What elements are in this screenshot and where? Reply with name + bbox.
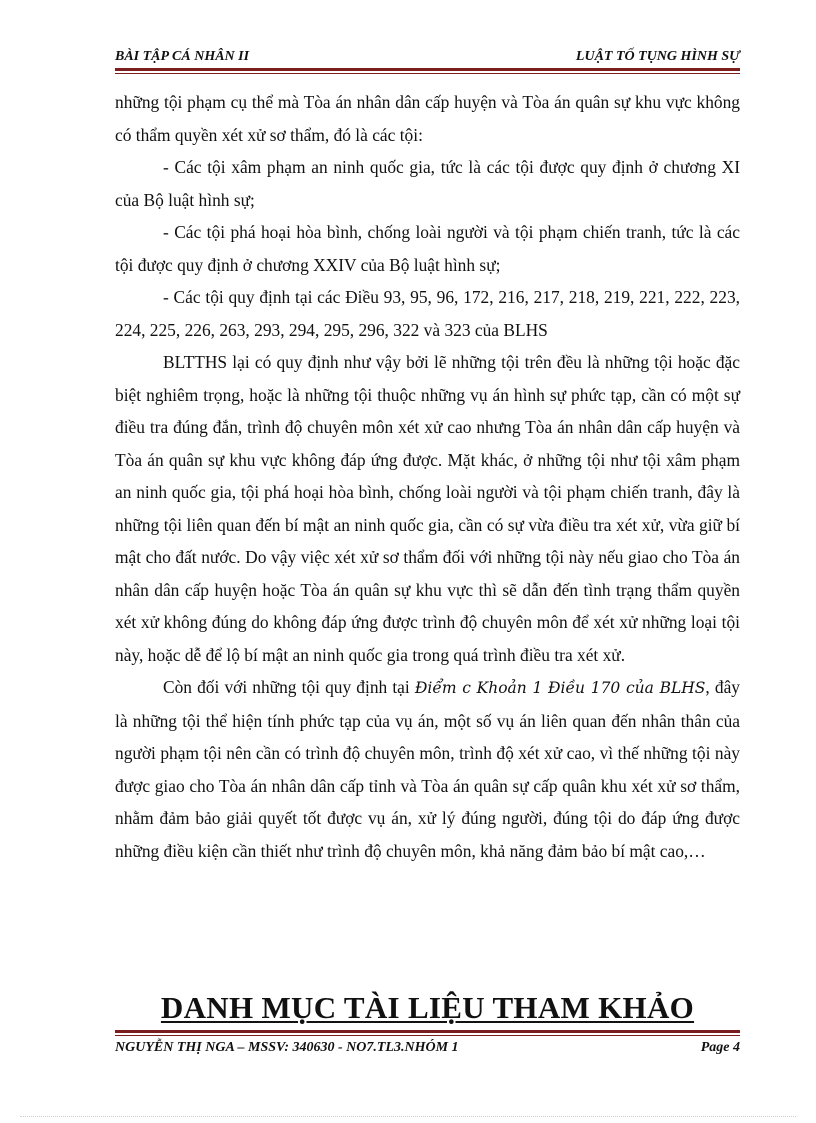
- header-rule-thin: [115, 73, 740, 74]
- paragraph-1: những tội phạm cụ thể mà Tòa án nhân dân cấp huyện và Tòa án quân sự khu vực không có thẩm quyền xét xử sơ thẩm, đó là các tội:: [115, 92, 740, 145]
- page-bottom-dotted-line: [20, 1116, 796, 1117]
- section-title: DANH MỤC TÀI LIỆU THAM KHẢO: [160, 990, 695, 1025]
- page-footer: [115, 1040, 740, 1062]
- paragraph-5: BLTTHS lại có quy định như vậy bởi lẽ những tội trên đều là những tội hoặc đặc biệt nghiêm trọng, hoặc là những tội thuộc những vụ án hình sự phức tạp, cần có một sự điều tra đúng đắn, trình độ chuyên môn xét xử cao nhưng Tòa án nhân dân cấp huyện và Tòa án quân sự khu vực không đáp ứng được. Mặt khác, ở những tội như tội xâm phạm an ninh quốc gia, tội phá hoại hòa bình, chống loài người và tội phạm chiến tranh, đây là những tội liên quan đến bí mật an ninh quốc gia, cần có sự vừa điều tra xét xử, vừa giữ bí mật cho đất nước. Do vậy việc xét xử sơ thẩm đối với những tội này nếu giao cho Tòa án nhân dân cấp huyện hoặc Tòa án quân sự khu vực thì sẽ dẫn đến tình trạng thẩm quyền xét xử không đúng do không đáp ứng được trình độ chuyên môn để xét xử những loại tội này, hoặc dễ để lộ bí mật an ninh quốc gia trong quá trình điều tra xét xử.: [115, 352, 740, 665]
- page-header: [115, 46, 740, 70]
- header-right-title: LUẬT TỐ TỤNG HÌNH SỰ: [575, 49, 740, 64]
- paragraph-4: - Các tội quy định tại các Điều 93, 95, 96, 172, 216, 217, 218, 219, 221, 222, 223, 224, 225, 226, 263, 293, 294, 295, 296, 322 và 323 của BLHS: [115, 287, 740, 340]
- paragraph-6-rest: , đây là những tội thể hiện tính phức tạp của vụ án, một số vụ án liên quan đến nhân thân của người phạm tội nên cần có trình độ chuyên môn, trình độ xét xử cao, vì thế những tội này được giao cho Tòa án nhân dân cấp tỉnh và Tòa án quân sự cấp quân khu xét xử sơ thẩm, nhằm đảm bảo giải quyết tốt được vụ án, xử lý đúng người, đúng tội do đáp ứng được những điều kiện cần thiết như trình độ chuyên môn, khả năng đảm bảo bí mật cao,…: [115, 677, 740, 861]
- header-left-title: BÀI TẬP CÁ NHÂN II: [115, 49, 250, 64]
- legal-reference: Điểm c Khoản 1 Điều 170 của BLHS: [414, 679, 706, 697]
- footer-rule-thick: [115, 1030, 740, 1033]
- footer-author: NGUYỄN THỊ NGA – MSSV: 340630 - NO7.TL3.NHÓM 1: [115, 1040, 459, 1055]
- paragraph-3: - Các tội phá hoại hòa bình, chống loài người và tội phạm chiến tranh, tức là các tội được quy định ở chương XXIV của Bộ luật hình sự;: [115, 222, 740, 275]
- paragraph-6-lead: Còn đối với những tội quy định tại: [163, 677, 415, 697]
- page-number: Page 4: [700, 1040, 740, 1055]
- footer-rule-thin: [115, 1035, 740, 1036]
- paragraph-6: [115, 671, 740, 867]
- header-rule-thick: [115, 68, 740, 71]
- paragraph-2: - Các tội xâm phạm an ninh quốc gia, tức là các tội được quy định ở chương XI của Bộ luật hình sự;: [115, 157, 740, 210]
- body-text: [115, 86, 740, 867]
